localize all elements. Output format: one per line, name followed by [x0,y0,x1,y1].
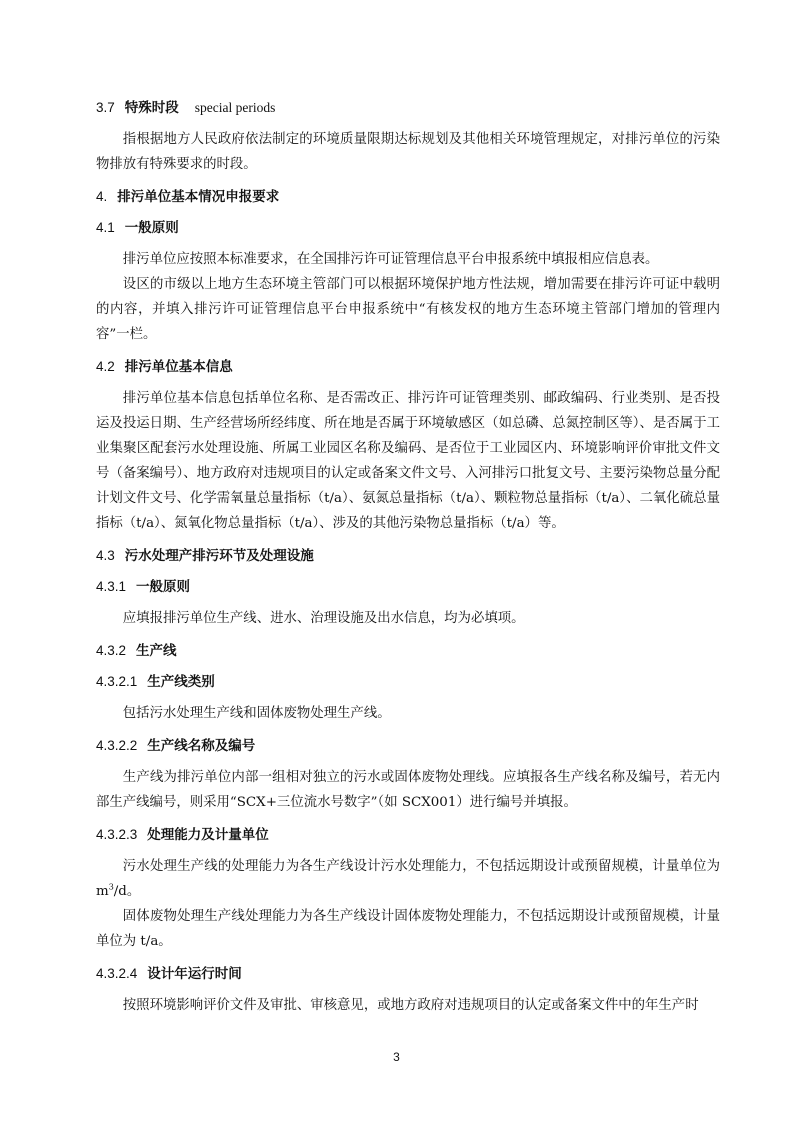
section-4-3-2-1-paragraph: 包括污水处理生产线和固体废物处理生产线。 [122,706,391,721]
section-4-1-heading: 4.1 一般原则 [96,220,179,236]
section-4-3-2-heading: 4.3.2 生产线 [96,643,177,659]
section-4-3-2-2-paragraph: 生产线为排污单位内部一组相对独立的污水或固体废物处理线。应填报各生产线名称及编号，若无内部生产线编号，则采用“SCX+三位流水号数字”（如 SCX001）进行编号并填报。 [96,770,720,810]
section-4-2-heading: 4.2 排污单位基本信息 [96,359,233,375]
section-4-3-1-heading: 4.3.1 一般原则 [96,579,191,595]
section-3-7-paragraph: 指根据地方人民政府依法制定的环境质量限期达标规划及其他相关环境管理规定，对排污单位的污染物排放有特殊要求的时段。 [96,132,720,172]
superscript-3: 3 [108,882,114,892]
section-4-1-paragraph-2: 设区的市级以上地方生态环境主管部门可以根据环境保护地方性法规，增加需要在排污许可证中载明的内容，并填入排污许可证管理信息平台申报系统中“有核发权的地方生态环境主管部门增加的管理内容”一栏。 [96,277,720,342]
section-4-3-heading: 4.3 污水处理产排污环节及处理设施 [96,548,314,564]
section-4-2-paragraph: 排污单位基本信息包括单位名称、是否需改正、排污许可证管理类别、邮政编码、行业类别、是否投运及投运日期、生产经营场所经纬度、所在地是否属于环境敏感区（如总磷、总氮控制区等）、是否属于工业集聚区配套污水处理设施、所属工业园区名称及编码、是否位于工业园区内、环境影响评价审批文件文号（备案编号）、地方政府对违规项目的认定或备案文件文号、入河排污口批复文号、主要污染物总量分配计划文件文号、化学需氧量总量指标（t/a）、氨氮总量指标（t/a）、颗粒物总量指标（t/a）、二氧化硫总量指标（t/a）、氮氧化物总量指标（t/a）、涉及的其他污染物总量指标（t/a）等。 [96,391,720,531]
document-page [96,97,720,1018]
section-4-3-2-4-heading: 4.3.2.4 设计年运行时间 [96,966,242,982]
section-4-heading: 4. 排污单位基本情况申报要求 [96,189,280,205]
page-number: 3 [393,1050,400,1064]
section-4-3-2-3-heading: 4.3.2.3 处理能力及计量单位 [96,827,269,843]
section-4-3-2-4-paragraph: 按照环境影响评价文件及审批、审核意见，或地方政府对违规项目的认定或备案文件中的年生产时 [122,998,699,1013]
section-4-3-2-3-paragraph-1: 污水处理生产线的处理能力为各生产线设计污水处理能力，不包括远期设计或预留规模，计量单位为 $m^3/d$。 [96,859,720,899]
section-4-3-2-1-heading: 4.3.2.1 生产线类别 [96,674,215,690]
section-4-3-1-paragraph: 应填报排污单位生产线、进水、治理设施及出水信息，均为必填项。 [122,611,525,626]
section-4-3-2-3-paragraph-2: 固体废物处理生产线处理能力为各生产线设计固体废物处理能力，不包括远期设计或预留规模，计量单位为 t/a。 [96,909,720,949]
section-4-3-2-2-heading: 4.3.2.2 生产线名称及编号 [96,738,256,754]
section-3-7-heading: 3.7 特殊时段 special periods [96,100,276,116]
section-4-1-paragraph-1: 排污单位应按照本标准要求，在全国排污许可证管理信息平台申报系统中填报相应信息表。 [122,252,659,267]
